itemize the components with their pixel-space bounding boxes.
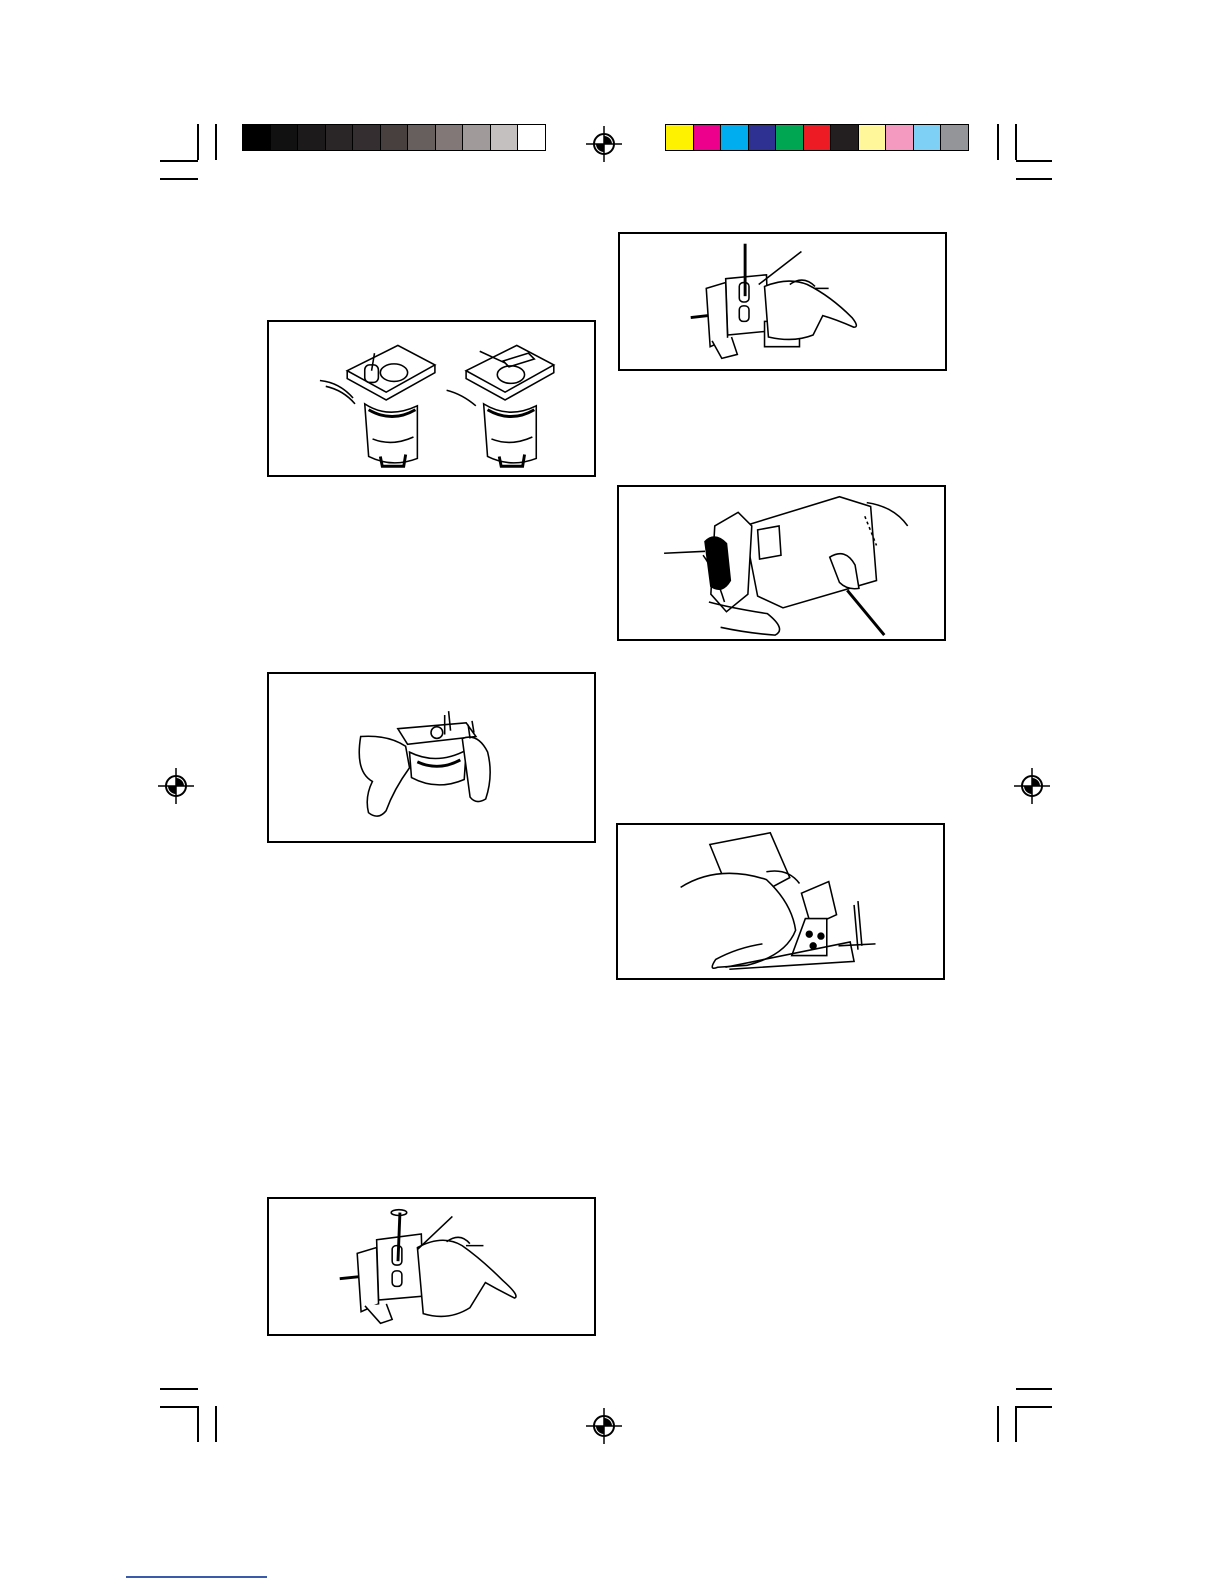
figure-wrench-top-right [618,232,947,371]
crop-mark [197,124,199,160]
crop-mark [160,1388,198,1390]
crop-mark [997,1406,999,1442]
hands-guiding-tool-illustration [618,825,943,978]
crop-mark [215,1406,217,1442]
crop-mark [160,178,198,180]
registration-target-icon [158,768,194,804]
figure-wrench-lower-left [267,1197,596,1336]
figure-two-routers [267,320,596,477]
crop-mark [1016,178,1052,180]
crop-mark [997,124,999,160]
color-swatch [830,124,859,151]
color-swatch [775,124,804,151]
color-swatch [693,124,722,151]
figure-hands-tilt [617,485,946,641]
crop-mark [1016,1388,1052,1390]
crop-mark [160,160,198,162]
color-swatch [665,124,694,151]
color-swatch [462,124,491,151]
color-swatch [270,124,299,151]
registration-target-icon [586,126,622,162]
registration-target-icon [1014,768,1050,804]
color-swatch [517,124,546,151]
color-swatch [380,124,409,151]
color-swatch [720,124,749,151]
crop-mark [215,124,217,160]
figure-hands-table [616,823,945,980]
color-swatch [748,124,777,151]
color-swatch [803,124,832,151]
crop-mark [1015,124,1017,160]
crop-mark [1015,1406,1017,1442]
color-swatch [885,124,914,151]
hands-holding-router-base-illustration [269,674,594,841]
color-swatch [297,124,326,151]
footer-rule [126,1576,267,1578]
hand-with-wrench-illustration [269,1199,594,1334]
color-swatch [858,124,887,151]
hands-tilting-motor-illustration [619,487,944,639]
color-swatch [242,124,271,151]
crop-mark [1016,160,1052,162]
crop-mark [160,1406,198,1408]
color-swatch [435,124,464,151]
color-swatch [352,124,381,151]
router-base-plate-illustration [269,322,594,475]
registration-target-icon [586,1408,622,1444]
color-swatch [325,124,354,151]
figure-hands-adjust [267,672,596,843]
color-swatch [940,124,969,151]
color-swatch [407,124,436,151]
color-swatch [490,124,519,151]
crop-mark [1016,1406,1052,1408]
hand-with-wrench-illustration [620,234,945,369]
crop-mark [197,1406,199,1442]
color-swatch [913,124,942,151]
